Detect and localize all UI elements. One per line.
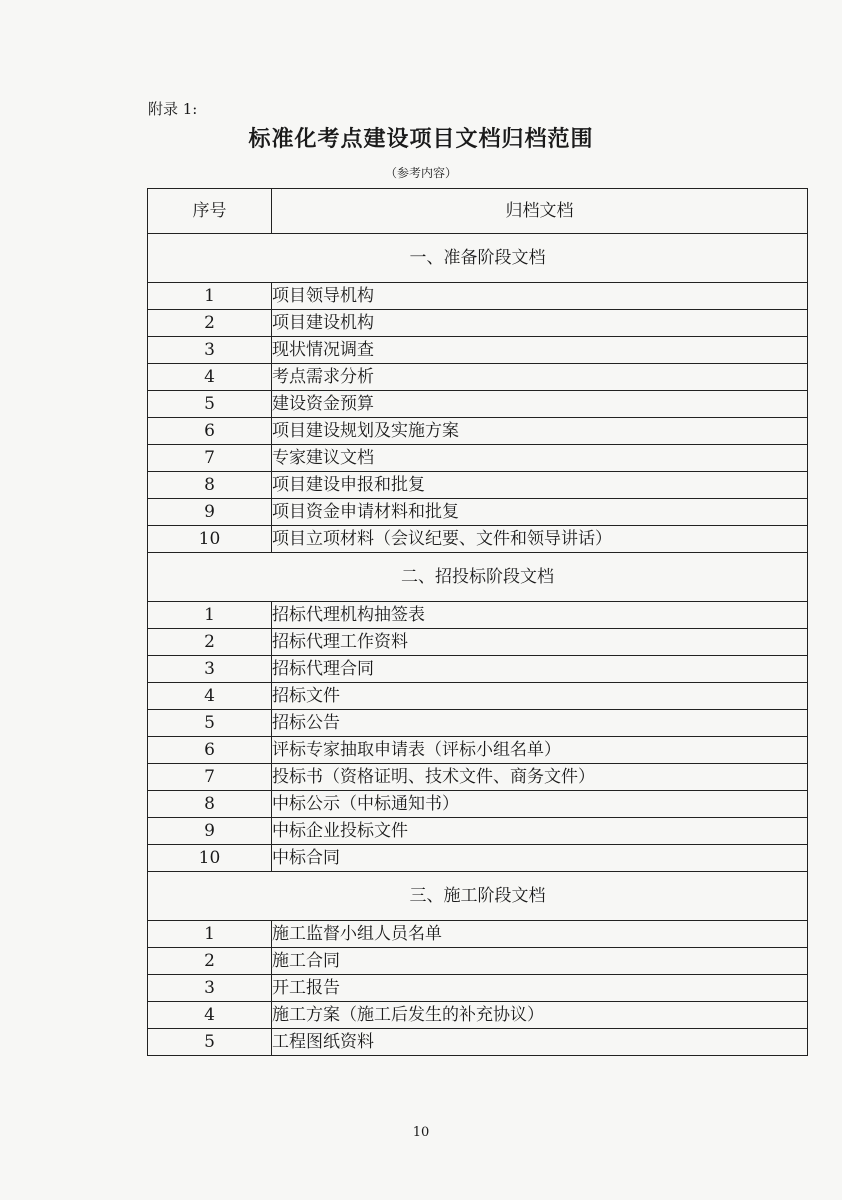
table-row xyxy=(148,656,808,683)
row-document: 现状情况调查 xyxy=(272,337,808,364)
row-number: 4 xyxy=(148,364,272,391)
row-number: 4 xyxy=(148,683,272,710)
row-document: 施工合同 xyxy=(272,948,808,975)
row-document: 工程图纸资料 xyxy=(272,1029,808,1056)
row-number: 5 xyxy=(148,710,272,737)
table-body xyxy=(148,234,808,1056)
row-document: 招标文件 xyxy=(272,683,808,710)
row-number: 5 xyxy=(148,1029,272,1056)
row-document: 项目建设申报和批复 xyxy=(272,472,808,499)
page-subtitle: （参考内容） xyxy=(384,166,457,180)
row-document: 项目立项材料（会议纪要、文件和领导讲话） xyxy=(272,526,808,553)
table-row xyxy=(148,1002,808,1029)
section-row xyxy=(148,872,808,921)
row-number: 6 xyxy=(148,418,272,445)
row-number: 8 xyxy=(148,472,272,499)
table-row xyxy=(148,472,808,499)
row-number: 6 xyxy=(148,737,272,764)
row-document: 招标代理机构抽签表 xyxy=(272,602,808,629)
row-document: 项目建设规划及实施方案 xyxy=(272,418,808,445)
section-row xyxy=(148,553,808,602)
row-document: 施工监督小组人员名单 xyxy=(272,921,808,948)
table-row xyxy=(148,818,808,845)
row-document: 建设资金预算 xyxy=(272,391,808,418)
page-number: 10 xyxy=(412,1125,430,1140)
section-title: 二、招投标阶段文档 xyxy=(148,553,808,602)
row-number: 3 xyxy=(148,975,272,1002)
row-document: 项目建设机构 xyxy=(272,310,808,337)
row-number: 10 xyxy=(148,526,272,553)
row-number: 1 xyxy=(148,602,272,629)
table-row xyxy=(148,764,808,791)
row-number: 5 xyxy=(148,391,272,418)
table-row xyxy=(148,737,808,764)
table-row xyxy=(148,948,808,975)
table-row xyxy=(148,710,808,737)
section-title: 三、施工阶段文档 xyxy=(148,872,808,921)
table-row xyxy=(148,418,808,445)
row-document: 招标代理合同 xyxy=(272,656,808,683)
row-number: 9 xyxy=(148,818,272,845)
table-row xyxy=(148,391,808,418)
row-document: 施工方案（施工后发生的补充协议） xyxy=(272,1002,808,1029)
row-number: 4 xyxy=(148,1002,272,1029)
table-row xyxy=(148,975,808,1002)
row-document: 项目资金申请材料和批复 xyxy=(272,499,808,526)
row-document: 中标企业投标文件 xyxy=(272,818,808,845)
table-row xyxy=(148,337,808,364)
row-number: 2 xyxy=(148,948,272,975)
row-document: 开工报告 xyxy=(272,975,808,1002)
row-document: 考点需求分析 xyxy=(272,364,808,391)
row-number: 1 xyxy=(148,283,272,310)
table-row xyxy=(148,526,808,553)
row-number: 9 xyxy=(148,499,272,526)
header-document: 归档文档 xyxy=(272,189,808,234)
row-number: 3 xyxy=(148,656,272,683)
appendix-label: 附录 1: xyxy=(148,100,198,118)
table-row xyxy=(148,845,808,872)
table-row xyxy=(148,629,808,656)
row-document: 项目领导机构 xyxy=(272,283,808,310)
row-number: 8 xyxy=(148,791,272,818)
table-row xyxy=(148,364,808,391)
table-row xyxy=(148,683,808,710)
table-row xyxy=(148,310,808,337)
row-document: 评标专家抽取申请表（评标小组名单） xyxy=(272,737,808,764)
row-number: 1 xyxy=(148,921,272,948)
row-number: 7 xyxy=(148,445,272,472)
row-number: 2 xyxy=(148,629,272,656)
row-number: 7 xyxy=(148,764,272,791)
section-title: 一、准备阶段文档 xyxy=(148,234,808,283)
archive-table xyxy=(147,188,808,1056)
table-header-row xyxy=(148,189,808,234)
row-number: 10 xyxy=(148,845,272,872)
table-row xyxy=(148,283,808,310)
row-number: 3 xyxy=(148,337,272,364)
table-row xyxy=(148,499,808,526)
row-document: 中标公示（中标通知书） xyxy=(272,791,808,818)
row-document: 专家建议文档 xyxy=(272,445,808,472)
row-document: 中标合同 xyxy=(272,845,808,872)
row-document: 招标代理工作资料 xyxy=(272,629,808,656)
row-document: 投标书（资格证明、技术文件、商务文件） xyxy=(272,764,808,791)
table-row xyxy=(148,445,808,472)
table-row xyxy=(148,791,808,818)
table-row xyxy=(148,1029,808,1056)
header-number: 序号 xyxy=(148,189,272,234)
section-row xyxy=(148,234,808,283)
row-document: 招标公告 xyxy=(272,710,808,737)
table-row xyxy=(148,602,808,629)
table-row xyxy=(148,921,808,948)
row-number: 2 xyxy=(148,310,272,337)
page-title: 标准化考点建设项目文档归档范围 xyxy=(248,127,594,152)
